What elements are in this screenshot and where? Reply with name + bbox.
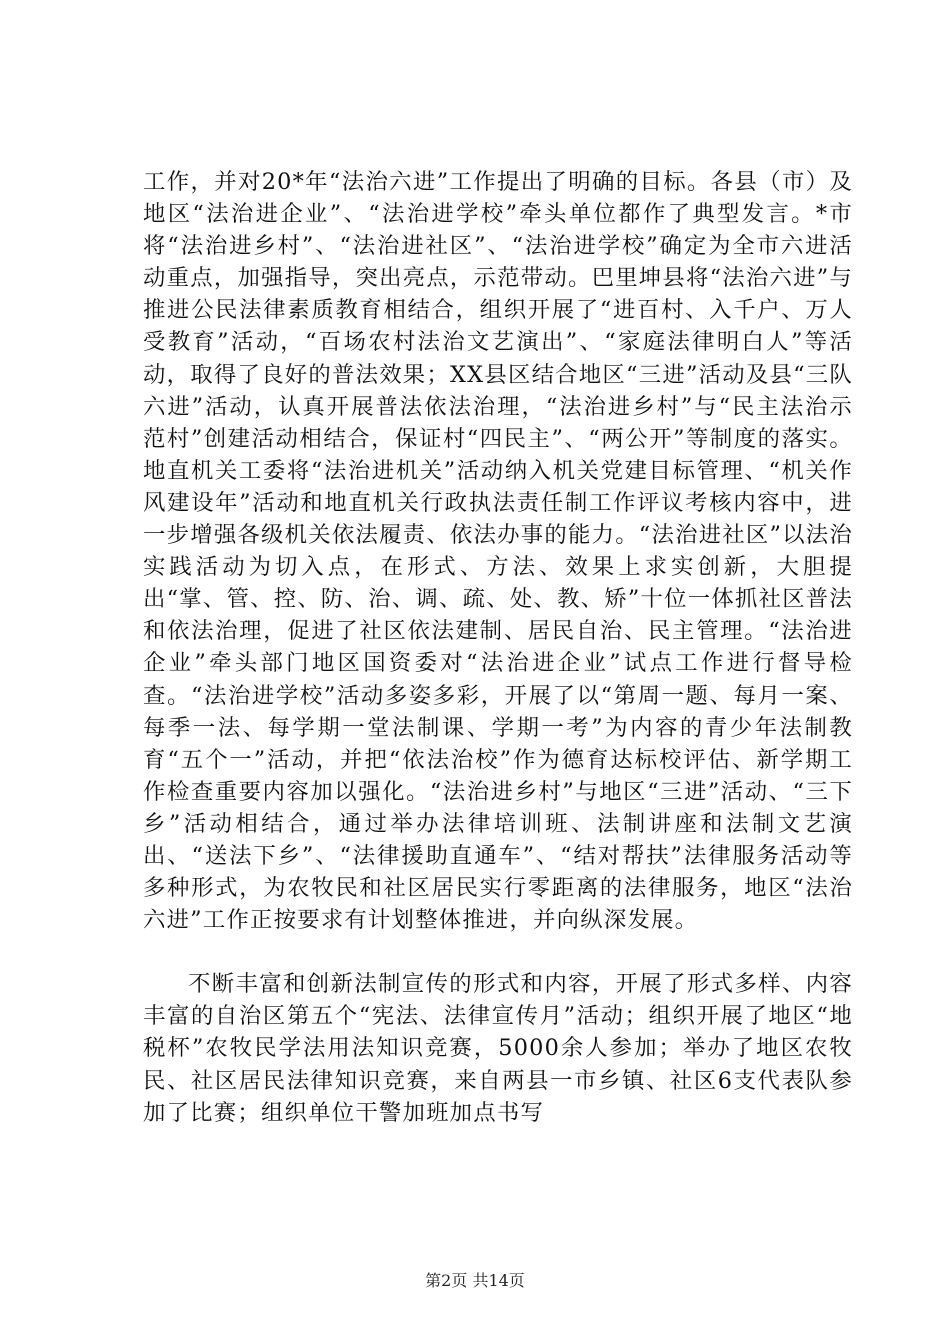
page-footer: 第2页 共14页 xyxy=(425,1271,525,1290)
paragraph-1: 工作，并对20*年“法治六进”工作提出了明确的目标。各县（市）及地区“法治进企业”、“法治进学校”牵头单位都作了典型发言。*市将“法治进乡村”、“法治进社区”、“法治进学校”确定为全市六进活动重点，加强指导，突出亮点，示范带动。巴里坤县将“法治六进”与推进公民法律素质教育相结合，组织开展了“进百村、入千户、万人受教育”活动，“百场农村法治文艺演出”、“家庭法律明白人”等活动，取得了良好的普法效果；XX县区结合地区“三进”活动及县“三队六进”活动，认真开展普法依法治理，“法治进乡村”与“民主法治示范村”创建活动相结合，保证村“四民主”、“两公开”等制度的落实。地直机关工委将“法治进机关”活动纳入机关党建目标管理、“机关作风建设年”活动和地直机关行政执法责任制工作评议考核内容中，进一步增强各级机关依法履责、依法办事的能力。“法治进社区”以法治实践活动为切入点，在形式、方法、效果上求实创新，大胆提出“掌、管、控、防、治、调、疏、处、教、矫”十位一体抓社区普法和依法治理，促进了社区依法建制、居民自治、民主管理。“法治进企业”牵头部门地区国资委对“法治进企业”试点工作进行督导检查。“法治进学校”活动多姿多彩，开展了以“第周一题、每月一案、每季一法、每学期一堂法制课、学期一考”为内容的青少年法制教育“五个一”活动，并把“依法治校”作为德育达标校评估、新学期工作检查重要内容加以强化。“法治进乡村”与地区“三进”活动、“三下乡”活动相结合，通过举办法律培训班、法制讲座和法制文艺演出、“送法下乡”、“法律援助直通车”、“结对帮扶”法律服务活动等多种形式，为农牧民和社区居民实行零距离的法律服务，地区“法治六进”工作正按要求有计划整体推进，并向纵深发展。 xyxy=(143,169,853,934)
paragraph-2: 不断丰富和创新法制宣传的形式和内容，开展了形式多样、内容丰富的自治区第五个“宪法、法律宣传月”活动；组织开展了地区“地税杯”农牧民学法用法知识竞赛，5000余人参加；举办了地区农牧民、社区居民法律知识竞赛，来自两县一市乡镇、社区6支代表队参加了比赛；组织单位干警加班加点书写 xyxy=(143,971,853,1126)
document-body xyxy=(143,166,853,1129)
